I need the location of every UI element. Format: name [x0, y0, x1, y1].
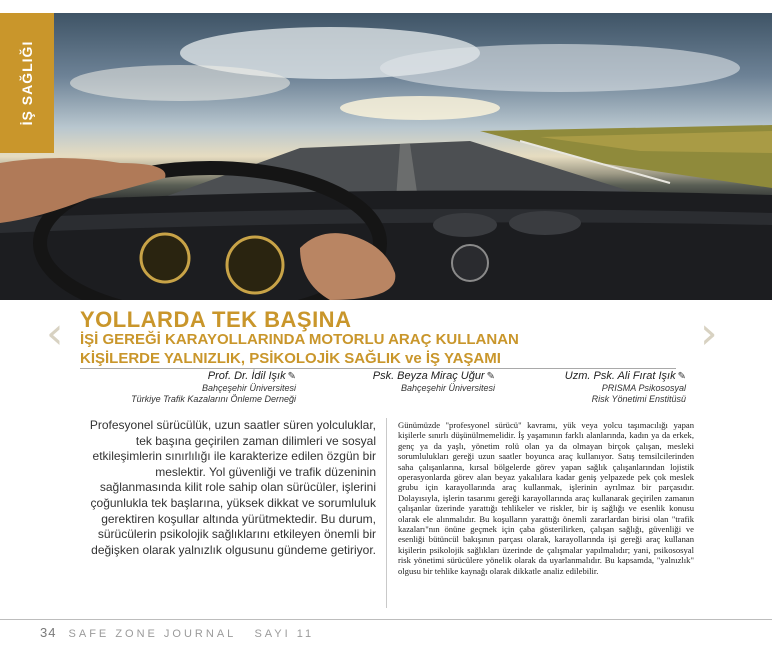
- page-number: 34: [40, 625, 57, 640]
- author-affiliation: Bahçeşehir Üniversitesi: [400, 383, 495, 393]
- author-2: [373, 370, 495, 394]
- article-subtitle: [80, 330, 720, 368]
- author-affiliation: Türkiye Trafik Kazalarını Önleme Derneği: [131, 394, 296, 404]
- section-tab: [0, 13, 54, 153]
- author-affiliation: Bahçeşehir Üniversitesi: [201, 383, 296, 393]
- chevron-left-icon: ‹: [46, 308, 64, 359]
- title-divider: [80, 368, 676, 369]
- page-footer: [40, 625, 314, 640]
- journal-name: SAFE ZONE JOURNAL: [68, 628, 237, 640]
- pen-icon: ✎: [677, 371, 686, 382]
- section-tab-label: İŞ SAĞLIĞI: [19, 40, 35, 126]
- author-name: Uzm. Psk. Ali Fırat Işık: [564, 370, 676, 382]
- hero-photo-driver-on-road: [0, 13, 772, 300]
- author-name: Prof. Dr. İdil Işık: [207, 370, 286, 382]
- article-title: YOLLARDA TEK BAŞINA: [80, 307, 352, 332]
- chevron-right-icon: ›: [700, 308, 718, 359]
- lead-paragraph: Profesyonel sürücülük, uzun saatler süren yolculuklar, tek başına geçirilen zaman dilimleri ve sosyal etkileşimlerin sınırlılığı ile karakterize edilen özgün bir meslektir. Yol güvenliği ve trafik düzeninin sağlanmasında kilit role sahip olan sürücüler, işlerini çoğunlukla tek başlarına, yüksek dikkat ve sorumluluk gerektiren koşullar altında yürütmektedir. Bu durum, sürücülerin psikolojik sağlıklarını etkileyen önemli bir değişken olarak yalnızlık olgusunu gündeme getiriyor.: [89, 418, 376, 557]
- author-1: [131, 370, 296, 405]
- issue-number: SAYI 11: [254, 628, 315, 640]
- body-paragraph: Günümüzde "profesyonel sürücü" kavramı, yük veya yolcu taşımacılığı yapan kişilerle sınırlı düşünülmemelidir. İş yaşamının farklı alanlarında, kadın ya da erkek, genç ya da yaşlı, yönetim rolü olan ya da olmayan birçok çalışan, mesleki sorumlulukları gereği uzun saatler boyunca araç kullanıyor. Satış temsilcilerinden saha çalışanlarına, kırsal bölgelerde görev yapan sağlık çalışanlarından lojistik operasyonlarda görev alan beyaz yakalılara kadar geniş yelpazede pek çok meslek grubu için karayollarında araç kullanmak, işlerinin ayrılmaz bir parçasıdır. Dolayısıyla, işlerin tasarımı gereği karayollarında araç kullanarak geçirilen zamanın çalışanlar üzerinde yarattığı tehlikeler ve riskler, bir iş sağlığı ve esenlik konusu olarak ele alınmalıdır. Bu koşulların yarattığı önemli zararlardan birisi olan "trafik kazaları"nın önüne geçmek için çaba gösterilirken, çalışan sağlığı, güvenliği ve esenliği bütüncül bakışının parçası olarak, karayollarında işi gereği araç kullanan kişilerin psikolojik sağlıkları üzerinde de çalışmalar yapılmalıdır; yani, psikososyal risk yönetimi sürücülere yönelik olarak da uyarlanmalıdır. Bu kapsamda, "yalnızlık" olgusu bir tehlike kaynağı olarak dikkatle analiz edilebilir.: [398, 420, 694, 576]
- author-name: Psk. Beyza Miraç Uğur: [372, 370, 485, 382]
- subtitle-line-2: KİŞİLERDE YALNIZLIK, PSİKOLOJİK SAĞLIK ve İŞ YAŞAMI: [80, 350, 501, 367]
- pen-icon: ✎: [287, 371, 296, 382]
- column-divider: [386, 418, 387, 608]
- author-affiliation: Risk Yönetimi Enstitüsü: [591, 394, 686, 404]
- footer-divider: [0, 619, 772, 620]
- author-3: [565, 370, 686, 405]
- pen-icon: ✎: [486, 371, 495, 382]
- subtitle-line-1: İŞİ GEREĞİ KARAYOLLARINDA MOTORLU ARAÇ KULLANAN: [80, 331, 519, 348]
- road-dashboard-illustration: [0, 13, 772, 300]
- author-affiliation: PRISMA Psikososyal: [601, 383, 686, 393]
